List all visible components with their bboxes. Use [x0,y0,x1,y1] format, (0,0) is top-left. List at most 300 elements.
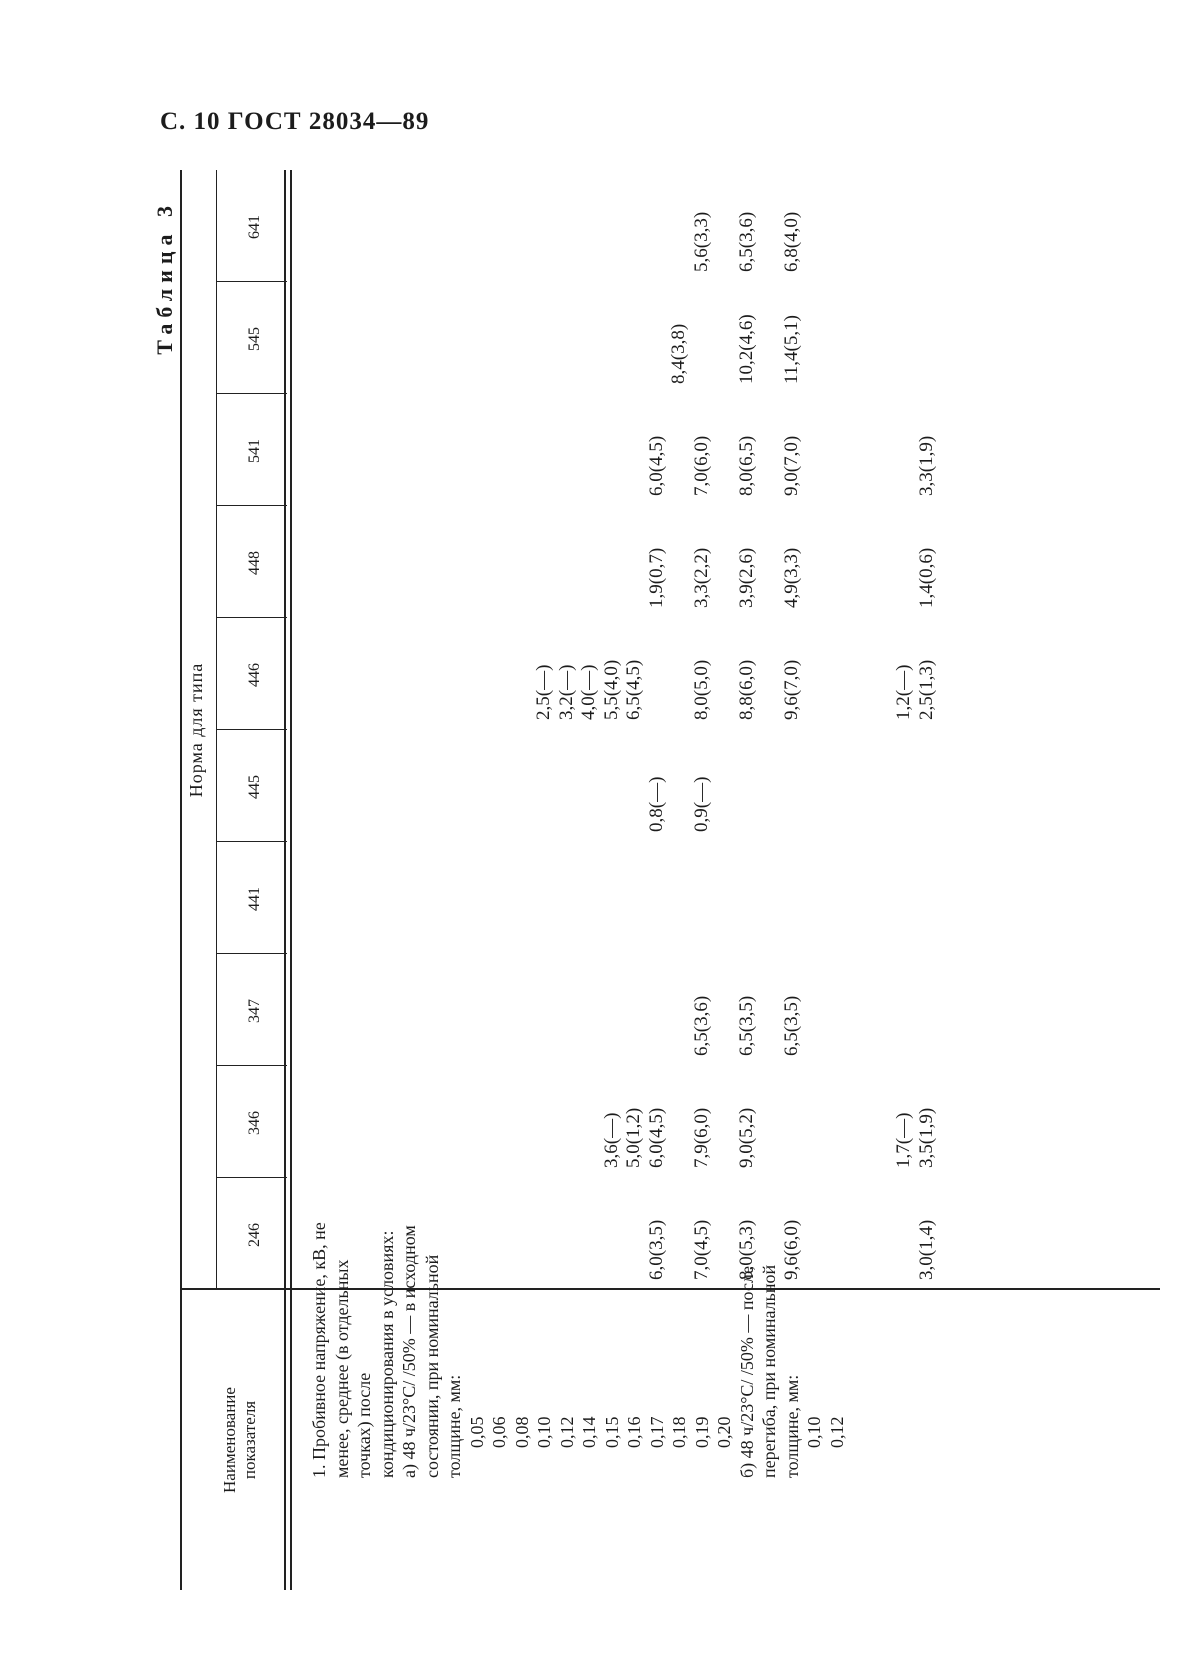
value-cell [376,777,399,832]
value-cell [353,314,376,384]
value-cell [398,314,421,384]
value-cell [353,660,376,720]
value-cell [578,212,601,272]
value-cell [533,939,556,944]
column-divider [217,1177,287,1178]
value-column-445 [308,777,893,832]
column-header-445: 445 [246,775,263,799]
value-cell [398,1108,421,1168]
value-cell [758,996,781,1056]
value-cell [601,1220,624,1280]
value-cell: 11,4(5,1) [780,315,802,384]
value-cell [556,212,579,272]
value-cell [533,1220,556,1280]
value-cell [353,436,376,496]
value-cell [398,548,421,608]
value-column-641 [308,212,893,272]
value-cell [331,212,354,272]
value-cell: 6,5(3,6) [735,211,757,272]
value-cell [421,1108,444,1168]
thickness-value: 0,12 [826,1416,847,1448]
value-cell [466,777,489,832]
value-cell [871,660,894,720]
thickness-value: 0,08 [511,1416,532,1448]
value-cell [848,314,871,384]
value-cell [803,996,826,1056]
value-cell [466,1220,489,1280]
value-cell [398,660,421,720]
value-column-541 [308,436,938,496]
group-underline [216,170,217,1290]
value-cell [893,436,916,496]
value-cell: 7,0(6,0) [690,435,712,496]
value-column-346 [308,1108,938,1168]
value-column-246 [308,1220,938,1280]
value-cell [443,996,466,1056]
value-cell [308,660,331,720]
value-cell [421,1220,444,1280]
value-cell: 7,9(6,0) [690,1107,712,1168]
value-cell [556,314,579,384]
value-cell [443,1108,466,1168]
value-cell: 6,5(4,5) [623,659,644,720]
value-cell [646,314,669,384]
value-cell [826,548,849,608]
value-cell [871,548,894,608]
value-cell: 0,8(—) [645,776,667,832]
value-cell [623,314,646,384]
value-cell: 5,0(1,2) [623,1107,644,1168]
value-cell: 1,4(0,6) [915,547,937,608]
value-cell [331,996,354,1056]
value-cell [781,777,804,832]
value-cell [826,996,849,1056]
name-column-header: Наименование показателя [220,1387,259,1493]
column-divider [217,393,287,394]
value-cell: 1,9(0,7) [645,547,667,608]
value-cell [443,1220,466,1280]
value-cell [668,777,691,832]
page-header: С. 10 ГОСТ 28034—89 [160,108,430,135]
value-cell [803,1108,826,1168]
value-cell [668,1108,691,1168]
value-cell [623,996,646,1056]
value-cell [848,939,871,944]
value-cell [488,777,511,832]
value-column-448 [308,548,938,608]
value-cell [331,1220,354,1280]
value-cell [533,548,556,608]
value-cell [466,1108,489,1168]
value-cell [511,660,534,720]
value-cell [556,436,579,496]
value-cell [713,996,736,1056]
value-cell [421,939,444,944]
value-cell [556,777,579,832]
thickness-value: 0,20 [714,1416,734,1448]
value-column-545 [308,314,893,384]
value-cell [623,1220,646,1280]
value-cell [488,1108,511,1168]
value-cell [646,660,669,720]
value-cell: 9,6(6,0) [780,1219,802,1280]
rotated-table [152,170,1160,1590]
value-cell [376,436,399,496]
value-cell [466,939,489,944]
value-cell: 9,0(7,0) [780,435,802,496]
value-cell: 3,6(—) [600,1112,622,1168]
value-cell [443,660,466,720]
value-cell [848,1220,871,1280]
value-cell [601,939,624,944]
thickness-value: 0,15 [601,1416,622,1448]
column-divider [217,505,287,506]
value-cell [488,436,511,496]
value-cell [533,777,556,832]
value-cell: 6,0(4,5) [645,435,667,496]
value-cell: 6,5(3,6) [690,995,712,1056]
value-cell [601,212,624,272]
value-cell: 1,2(—) [893,664,914,720]
value-cell [578,314,601,384]
value-cell [601,436,624,496]
value-cell [668,996,691,1056]
value-cell [826,1220,849,1280]
value-cell [826,212,849,272]
value-cell [781,939,804,944]
value-cell: 6,5(3,5) [735,995,757,1056]
value-cell [443,314,466,384]
value-cell [398,212,421,272]
value-cell [781,1108,804,1168]
value-cell [871,436,894,496]
value-cell: 8,4(3,8) [668,323,689,384]
value-cell [826,660,849,720]
value-cell: 5,5(4,0) [600,659,622,720]
value-cell [466,548,489,608]
value-cell: 3,2(—) [555,664,577,720]
value-cell: 3,5(1,9) [915,1107,937,1168]
value-cell [443,939,466,944]
value-cell [601,314,624,384]
value-cell [466,212,489,272]
indicator-condition-a: а) 48 ч/23°С/ /50% — в исходном состоянии, при номинальной толщине, мм: [399,1225,464,1478]
column-header-448: 448 [246,551,263,575]
value-cell [758,1108,781,1168]
value-cell [601,996,624,1056]
value-cell [533,1108,556,1168]
value-cell [331,548,354,608]
value-cell: 5,6(3,3) [690,211,712,272]
value-cell: 6,5(3,5) [780,995,802,1056]
value-cell [826,1108,849,1168]
value-cell [511,436,534,496]
column-divider [217,841,287,842]
value-cell [488,939,511,944]
value-cell [556,1108,579,1168]
thickness-value: 0,19 [691,1416,712,1448]
value-cell: 3,9(2,6) [735,547,757,608]
value-column-347 [308,996,893,1056]
value-cell [398,1220,421,1280]
value-cell [646,996,669,1056]
value-cell: 9,0(5,2) [735,1107,757,1168]
value-cell [556,996,579,1056]
column-divider [217,617,287,618]
value-cell [871,777,894,832]
value-cell [578,1220,601,1280]
value-cell [421,314,444,384]
value-cell [758,548,781,608]
value-cell [826,436,849,496]
value-cell [803,660,826,720]
value-cell [668,660,691,720]
value-cell [758,314,781,384]
value-cell [398,777,421,832]
header-double-rule-2 [290,170,292,1590]
value-cell [713,548,736,608]
header-double-rule-1 [284,170,286,1590]
value-cell [803,548,826,608]
value-cell [826,939,849,944]
value-cell [713,660,736,720]
value-cell [758,777,781,832]
value-cell [871,212,894,272]
value-cell: 6,0(3,5) [645,1219,667,1280]
value-cell: 8,8(6,0) [735,659,757,720]
value-cell: 6,8(4,0) [780,211,802,272]
value-cell [668,1220,691,1280]
value-cell [803,314,826,384]
value-cell [668,436,691,496]
value-cell [376,548,399,608]
value-cell [848,436,871,496]
value-cell [443,777,466,832]
thickness-value: 0,05 [466,1416,487,1448]
value-cell [803,939,826,944]
value-cell [353,777,376,832]
value-cell: 8,0(5,0) [690,659,712,720]
value-cell: 7,0(4,5) [690,1219,712,1280]
column-header-346: 346 [246,1111,263,1135]
value-cell [353,996,376,1056]
value-cell [623,939,646,944]
value-cell [646,212,669,272]
group-header: Норма для типа [186,662,206,798]
value-cell [488,314,511,384]
value-cell: 6,0(4,5) [645,1107,667,1168]
column-header-641: 641 [246,215,263,239]
value-cell [308,1108,331,1168]
value-cell [308,436,331,496]
value-cell [713,436,736,496]
value-cell [511,939,534,944]
column-divider [217,953,287,954]
value-cell [331,777,354,832]
value-cell: 2,5(1,3) [915,659,937,720]
value-cell [848,212,871,272]
value-cell [533,996,556,1056]
value-cell [533,436,556,496]
value-cell: 1,7(—) [893,1112,914,1168]
value-cell [488,548,511,608]
value-cell [331,314,354,384]
value-cell [466,436,489,496]
value-cell [421,777,444,832]
indicator-condition-b: б) 48 ч/23°С/ /50% — после перегиба, при номинальной толщине, мм: [736,1264,802,1478]
value-cell [578,436,601,496]
value-cell [601,548,624,608]
column-header-246: 246 [246,1223,263,1247]
table-caption: Таблица 3 [152,200,177,355]
value-cell [758,1220,781,1280]
value-cell [421,212,444,272]
value-cell [623,436,646,496]
value-cell [713,1220,736,1280]
value-cell [848,548,871,608]
value-cell [556,939,579,944]
value-cell [488,1220,511,1280]
value-cell [871,1220,894,1280]
value-cell [421,996,444,1056]
value-cell [376,212,399,272]
value-cell [488,996,511,1056]
column-divider [217,1065,287,1066]
value-cell: 2,5(—) [533,664,554,720]
indicator-title: 1. Пробивное напряжение, кВ, не менее, среднее (в отдельных точках) после кондиционирования в условиях: [309,1222,397,1478]
value-cell [556,548,579,608]
value-cell [331,436,354,496]
value-cell [511,1108,534,1168]
column-divider [217,729,287,730]
value-cell: 10,2(4,6) [735,314,757,384]
thickness-value: 0,06 [489,1416,509,1448]
value-cell [758,436,781,496]
value-cell [331,1108,354,1168]
value-cell [736,777,759,832]
value-cell [713,314,736,384]
value-cell [668,939,691,944]
value-cell [353,1220,376,1280]
value-cell [668,212,691,272]
value-cell [871,996,894,1056]
value-cell [713,212,736,272]
value-cell [758,939,781,944]
value-cell [803,1220,826,1280]
value-cell [308,212,331,272]
value-cell [308,996,331,1056]
column-header-545: 545 [246,327,263,351]
value-cell [443,548,466,608]
thickness-value: 0,18 [669,1416,689,1448]
value-cell [803,212,826,272]
value-cell [376,1220,399,1280]
value-cell: 8,0(6,5) [735,435,757,496]
value-cell [466,660,489,720]
value-cell [308,939,331,944]
value-cell [691,314,714,384]
value-cell [713,777,736,832]
value-cell [353,939,376,944]
value-cell [488,212,511,272]
thickness-value: 0,14 [579,1416,599,1448]
value-cell [623,212,646,272]
value-cell [556,1220,579,1280]
value-cell [736,939,759,944]
value-cell [533,314,556,384]
value-cell [353,212,376,272]
value-cell [871,314,894,384]
value-cell [601,777,624,832]
value-cell [713,1108,736,1168]
value-cell [421,436,444,496]
value-cell [443,436,466,496]
column-divider [217,281,287,282]
value-cell [646,939,669,944]
value-cell [331,939,354,944]
value-cell [668,548,691,608]
value-cell [758,660,781,720]
value-cell [376,660,399,720]
value-cell [578,548,601,608]
value-cell [376,1108,399,1168]
value-cell [421,660,444,720]
value-cell [713,939,736,944]
value-cell [871,1108,894,1168]
value-cell: 0,9(—) [690,776,712,832]
value-cell [511,314,534,384]
value-cell [511,777,534,832]
value-cell [578,1108,601,1168]
value-cell [848,996,871,1056]
column-header-541: 541 [246,439,263,463]
column-header-347: 347 [246,999,263,1023]
value-cell [511,996,534,1056]
data-table [180,170,1160,1590]
value-cell [376,939,399,944]
value-cell [623,548,646,608]
value-cell [308,314,331,384]
value-cell: 4,9(3,3) [780,547,802,608]
thickness-value: 0,10 [804,1416,824,1448]
value-cell [308,1220,331,1280]
value-cell [353,548,376,608]
value-cell: 8,0(5,3) [735,1219,757,1280]
value-cell [578,996,601,1056]
value-cell [578,939,601,944]
value-cell: 9,6(7,0) [780,659,802,720]
value-column-446 [308,660,938,720]
value-cell [466,314,489,384]
value-cell [308,548,331,608]
value-cell [511,548,534,608]
value-column-441 [308,939,893,944]
value-cell: 3,0(1,4) [915,1219,937,1280]
value-cell [826,777,849,832]
value-cell: 4,0(—) [578,664,599,720]
value-cell [398,939,421,944]
table-top-rule [180,170,182,1590]
value-cell: 3,3(2,2) [690,547,712,608]
value-cell [376,996,399,1056]
thickness-value: 0,10 [534,1416,554,1448]
value-cell [511,1220,534,1280]
value-cell [848,1108,871,1168]
column-header-441: 441 [246,887,263,911]
value-cell [533,212,556,272]
value-cell [578,777,601,832]
value-cell [623,777,646,832]
